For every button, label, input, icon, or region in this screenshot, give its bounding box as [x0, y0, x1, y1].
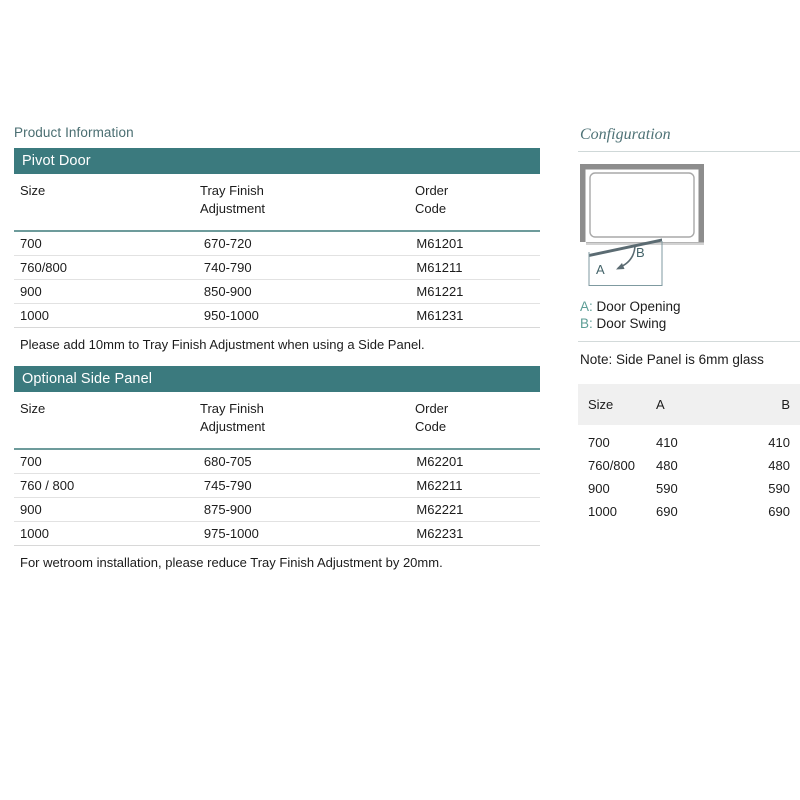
column-header-size — [14, 400, 200, 436]
table-header-optional-side-panel: Optional Side Panel — [14, 366, 540, 392]
cell-tray-finish: 850-900 — [203, 283, 252, 299]
cell-order-code: M61211 — [416, 259, 463, 275]
table-row — [14, 232, 540, 256]
cell-size: 700 — [20, 235, 42, 251]
table-optional-side-panel — [14, 366, 540, 571]
table-row — [578, 454, 800, 477]
column-header-order-code-line2: Code — [415, 200, 447, 216]
diagram-legend — [578, 298, 800, 332]
column-header-order-code-line1: Order — [415, 400, 449, 416]
cell-tray-finish: 950-1000 — [203, 307, 259, 323]
cell-a: 480 — [656, 457, 678, 473]
note-pivot-door: Please add 10mm to Tray Finish Adjustment when using a Side Panel. — [20, 336, 425, 352]
note-optional-side-panel: For wetroom installation, please reduce Tray Finish Adjustment by 20mm. — [20, 554, 443, 570]
cell-a: 690 — [656, 503, 678, 519]
cell-size: 700 — [588, 434, 610, 450]
cell-size: 1000 — [20, 525, 49, 541]
column-header-size — [14, 182, 200, 218]
cell-a: 590 — [656, 480, 678, 496]
cell-size: 1000 — [588, 503, 617, 519]
legend-text-b: Door Swing — [592, 315, 667, 331]
column-headers-dimensions — [578, 384, 800, 425]
table-row — [14, 304, 540, 328]
column-header-size-line1: Size — [20, 400, 46, 416]
table-row — [14, 450, 540, 474]
table-row — [578, 477, 800, 500]
cell-tray-finish: 680-705 — [203, 453, 252, 469]
cell-tray-finish: 740-790 — [203, 259, 252, 275]
cell-b: 590 — [768, 480, 790, 496]
table-body-pivot-door — [14, 230, 540, 328]
column-headers-optional-side-panel — [14, 392, 540, 436]
table-body-optional-side-panel — [14, 448, 540, 546]
shower-enclosure-diagram-svg — [578, 162, 758, 290]
column-header-order-code — [415, 400, 540, 436]
note-side-panel-glass: Note: Side Panel is 6mm glass — [580, 351, 764, 367]
table-row — [578, 500, 800, 523]
cell-b: 480 — [768, 457, 790, 473]
cell-size: 760/800 — [20, 259, 67, 275]
left-column — [14, 126, 540, 571]
cell-size: 900 — [588, 480, 610, 496]
column-header-tray-finish — [200, 400, 415, 436]
column-header-a: A — [656, 396, 665, 412]
column-header-tray-finish-line2: Adjustment — [200, 200, 266, 216]
cell-tray-finish: 670-720 — [203, 235, 252, 251]
table-pivot-door — [14, 148, 540, 353]
legend-item-b — [580, 315, 800, 332]
cell-a: 410 — [656, 434, 678, 450]
column-header-size: Size — [588, 396, 614, 412]
cell-size: 900 — [20, 501, 42, 517]
configuration-title: Configuration — [580, 126, 671, 143]
table-row — [14, 498, 540, 522]
cell-tray-finish: 875-900 — [203, 501, 252, 517]
table-row — [578, 431, 800, 454]
cell-size: 700 — [20, 453, 42, 469]
column-headers-pivot-door — [14, 174, 540, 218]
table-header-pivot-door: Pivot Door — [14, 148, 540, 174]
configuration-diagram — [578, 162, 800, 290]
cell-order-code: M61221 — [416, 283, 464, 299]
table-row — [14, 256, 540, 280]
column-header-b: B — [781, 396, 790, 412]
table-body-dimensions — [578, 431, 800, 523]
section-title: Product Information — [14, 125, 134, 140]
legend-text-a: Door Opening — [592, 298, 681, 314]
cell-tray-finish: 745-790 — [203, 477, 252, 493]
cell-order-code: M62201 — [416, 453, 464, 469]
cell-size: 900 — [20, 283, 42, 299]
column-header-tray-finish — [200, 182, 415, 218]
legend-item-a — [580, 298, 800, 315]
column-header-order-code-line2: Code — [415, 418, 447, 434]
cell-size: 1000 — [20, 307, 49, 323]
diagram-label-a: A — [596, 261, 605, 277]
cell-order-code: M62211 — [416, 477, 463, 493]
legend-key-b: B: — [580, 315, 593, 331]
table-row — [14, 522, 540, 546]
cell-order-code: M62231 — [416, 525, 464, 541]
cell-b: 690 — [768, 503, 790, 519]
column-header-order-code-line1: Order — [415, 182, 449, 198]
legend-key-a: A: — [580, 298, 593, 314]
column-header-order-code — [415, 182, 540, 218]
spacer — [14, 353, 540, 366]
right-column — [578, 126, 800, 523]
cell-tray-finish: 975-1000 — [203, 525, 259, 541]
diagram-label-b: B — [636, 244, 645, 260]
table-row — [14, 280, 540, 304]
cell-order-code: M62221 — [416, 501, 464, 517]
cell-size: 760/800 — [588, 457, 635, 473]
column-header-tray-finish-line1: Tray Finish — [200, 182, 264, 198]
divider — [578, 151, 800, 152]
cell-order-code: M61201 — [416, 235, 464, 251]
column-header-tray-finish-line2: Adjustment — [200, 418, 266, 434]
cell-b: 410 — [768, 434, 790, 450]
column-header-tray-finish-line1: Tray Finish — [200, 400, 264, 416]
cell-order-code: M61231 — [416, 307, 464, 323]
table-dimensions — [578, 384, 800, 523]
table-row — [14, 474, 540, 498]
cell-size: 760 / 800 — [20, 477, 75, 493]
column-header-size-line1: Size — [20, 182, 46, 198]
